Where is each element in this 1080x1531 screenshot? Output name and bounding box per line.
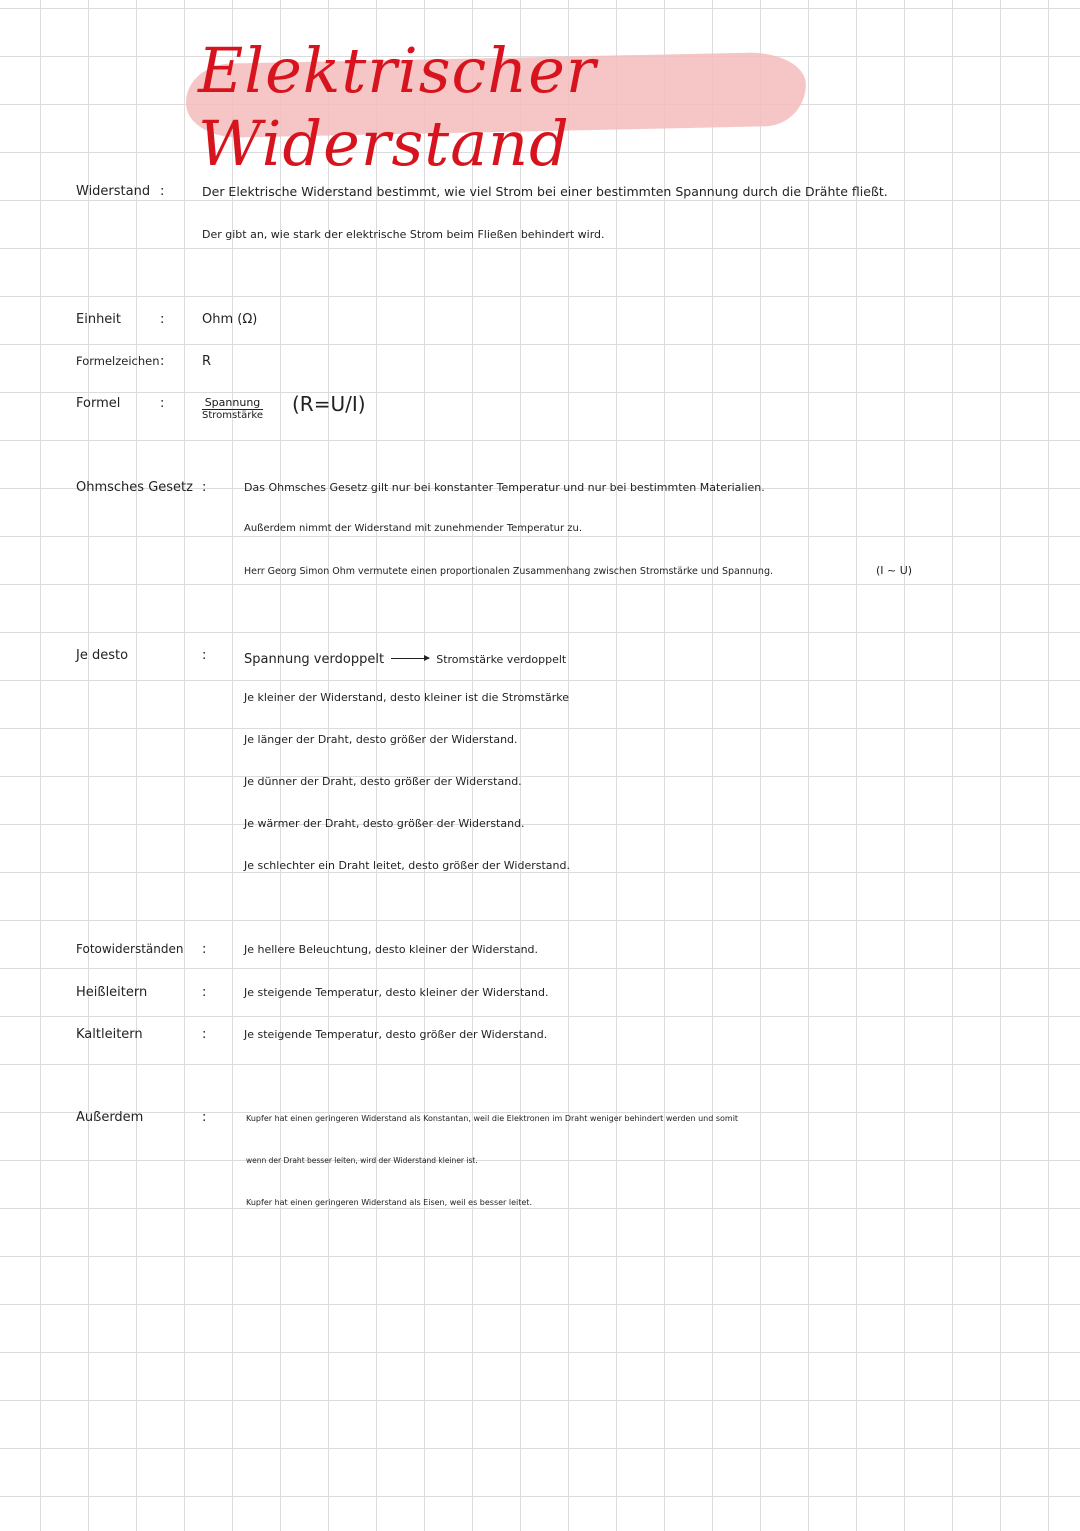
ohmsches-gesetz-line-1: Das Ohmsches Gesetz gilt nur bei konstanter Temperatur und nur bei bestimmten Materialien. xyxy=(244,481,765,494)
arrow-right-icon xyxy=(391,658,429,659)
ausserdem-label: Außerdem xyxy=(76,1110,144,1125)
colon: : xyxy=(160,354,165,369)
colon: : xyxy=(202,985,207,1000)
colon: : xyxy=(160,184,165,199)
colon: : xyxy=(160,312,165,327)
fotowiderstaenden-value: Je hellere Beleuchtung, desto kleiner der Widerstand. xyxy=(244,943,539,956)
formula-numerator: Spannung xyxy=(202,396,263,410)
colon: : xyxy=(160,396,165,411)
je-desto-line-3: Je dünner der Draht, desto größer der Widerstand. xyxy=(244,775,522,788)
colon: : xyxy=(202,942,207,957)
formelzeichen-label: Formelzeichen xyxy=(76,354,160,368)
je-desto-line-2: Je länger der Draht, desto größer der Widerstand. xyxy=(244,733,518,746)
widerstand-label: Widerstand xyxy=(76,184,151,199)
einheit-label: Einheit xyxy=(76,312,122,327)
je-desto-first-line xyxy=(244,648,566,667)
je-desto-label: Je desto xyxy=(76,648,129,663)
widerstand-line-2: Der gibt an, wie stark der elektrische Strom beim Fließen behindert wird. xyxy=(202,228,605,241)
spannung-verdoppelt: Spannung verdoppelt xyxy=(244,652,385,667)
formel-label: Formel xyxy=(76,396,121,411)
heissleitern-value: Je steigende Temperatur, desto kleiner der Widerstand. xyxy=(244,986,549,999)
widerstand-line-1: Der Elektrische Widerstand bestimmt, wie viel Strom bei einer bestimmten Spannung durch die Drähte fließt. xyxy=(202,184,888,199)
formula-short: (R=U/I) xyxy=(292,392,366,416)
ohmsches-gesetz-relation: (I ~ U) xyxy=(876,564,913,577)
colon: : xyxy=(202,480,207,495)
ausserdem-line-2: wenn der Draht besser leiten, wird der Widerstand kleiner ist. xyxy=(246,1156,478,1165)
kaltleitern-label: Kaltleitern xyxy=(76,1027,143,1042)
je-desto-line-4: Je wärmer der Draht, desto größer der Widerstand. xyxy=(244,817,525,830)
einheit-value: Ohm (Ω) xyxy=(202,312,258,327)
formelzeichen-value: R xyxy=(202,354,212,369)
title-block xyxy=(186,34,810,180)
page-title: Elektrischer Widerstand xyxy=(198,34,597,180)
colon: : xyxy=(202,1027,207,1042)
ohmsches-gesetz-line-2: Außerdem nimmt der Widerstand mit zunehmender Temperatur zu. xyxy=(244,523,583,534)
ausserdem-line-1: Kupfer hat einen geringeren Widerstand als Konstantan, weil die Elektronen im Draht weniger behindert werden und somit xyxy=(246,1114,739,1123)
ohmsches-gesetz-label: Ohmsches Gesetz xyxy=(76,480,193,495)
formula-denominator: Stromstärke xyxy=(202,410,263,421)
colon: : xyxy=(202,648,207,663)
stromstaerke-verdoppelt: Stromstärke verdoppelt xyxy=(436,653,567,666)
kaltleitern-value: Je steigende Temperatur, desto größer der Widerstand. xyxy=(244,1028,548,1041)
formula-fraction xyxy=(202,396,263,421)
fotowiderstaenden-label: Fotowiderständen xyxy=(76,942,184,956)
colon: : xyxy=(202,1110,207,1125)
je-desto-line-1: Je kleiner der Widerstand, desto kleiner ist die Stromstärke xyxy=(244,691,569,704)
ohmsches-gesetz-line-3: Herr Georg Simon Ohm vermutete einen proportionalen Zusammenhang zwischen Stromstärke und Spannung. xyxy=(244,566,773,577)
ausserdem-line-3: Kupfer hat einen geringeren Widerstand als Eisen, weil es besser leitet. xyxy=(246,1198,532,1207)
heissleitern-label: Heißleitern xyxy=(76,985,148,1000)
je-desto-line-5: Je schlechter ein Draht leitet, desto größer der Widerstand. xyxy=(244,859,570,872)
